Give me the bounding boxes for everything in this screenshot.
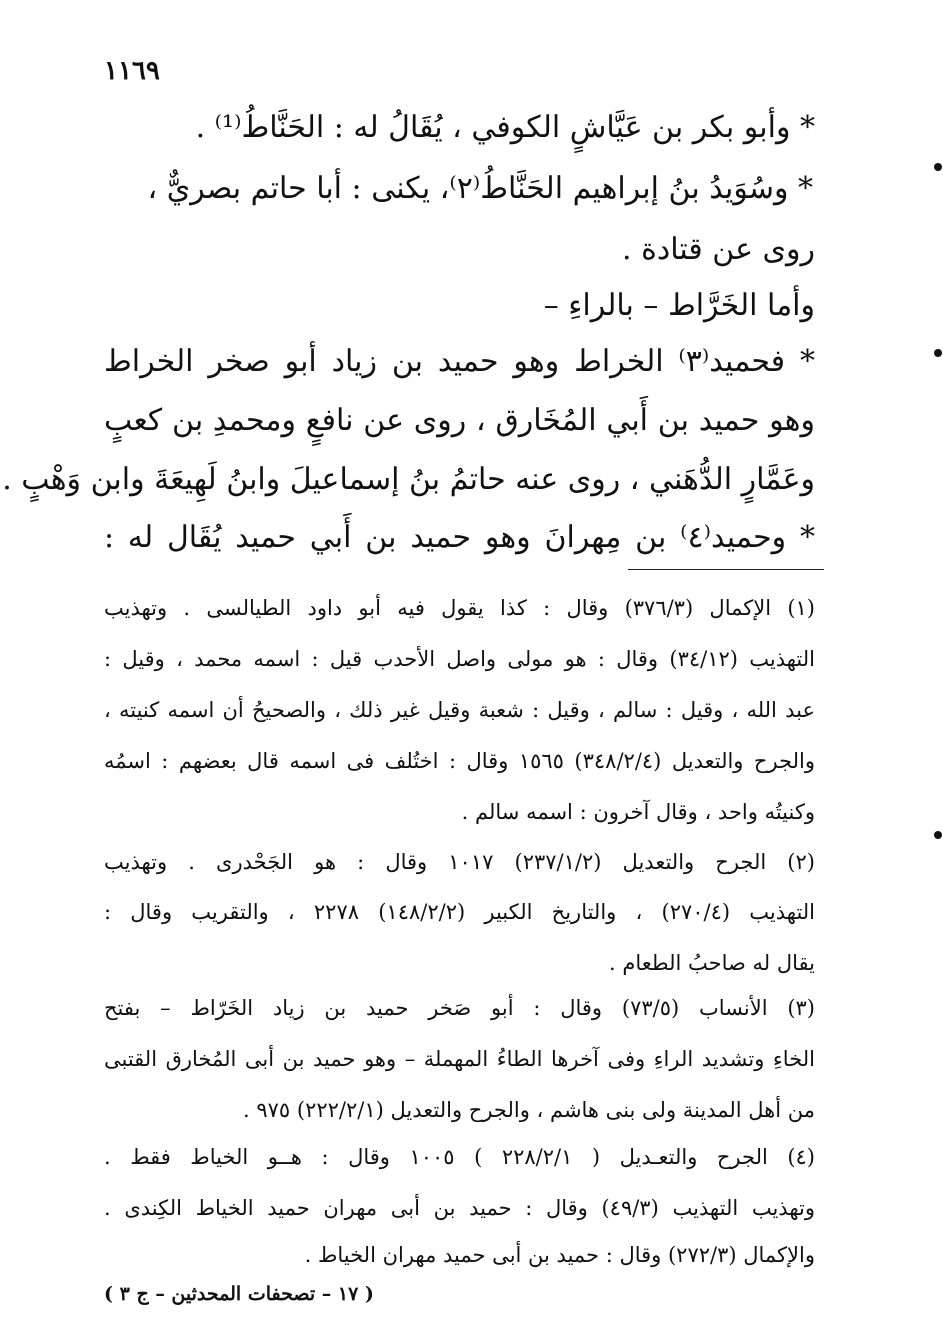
- main-line: وهو حميد بن أَبي المُخَارق ، روى عن نافعٍ ومحمدِ بن كعبٍ: [104, 403, 815, 438]
- footnote-line: الخاءِ وتشديد الراءِ وفى آخرها الطاءُ المهملة – وهو حميد بن أبى المُخارق القتبى: [104, 1047, 815, 1071]
- footnote-line: (٣) الأنساب (٧٣/٥) وقال : أبو صَخر حميد بن زياد الخَرّاط – بفتح: [104, 996, 815, 1020]
- footnote-line: وكنيتُه واحد ، وقال آخرون : اسمه سالم .: [461, 800, 815, 824]
- footnote-line: يقال له صاحبُ الطعام .: [609, 951, 815, 975]
- margin-dot: [934, 831, 942, 839]
- footnote-line: من أهل المدينة ولى بنى هاشم ، والجرح والتعديل (٢٢٢/٢/١) ٩٧٥ .: [242, 1098, 815, 1122]
- main-line: * وحميد⁽٤⁾ بن مِهرانَ وهو حميد بن أَبي حميد يُقَال له :: [104, 520, 815, 555]
- margin-dot: [934, 163, 942, 171]
- signature-mark: ( ١٧ – تصحفات المحدثين – ج ٣ ): [104, 1283, 374, 1305]
- footnote-line: والجرح والتعديل (٣٤٨/٢/٤) ١٥٦٥ وقال : اختُلف فى اسمه قال بعضهم : اسمُه: [104, 749, 815, 773]
- footnote-divider: [628, 569, 824, 570]
- footnote-line: (٢) الجرح والتعديل (٢٣٧/١/٢) ١٠١٧ وقال : هو الجَحْدرى . وتهذيب: [104, 850, 815, 874]
- main-line: * وسُوَيدُ بنُ إبراهيم الحَنَّاطُ⁽٢⁾، يكنى : أبا حاتم بصريٌّ ،: [147, 171, 813, 206]
- footnote-line: التهذيب (٣٤/١٢) وقال : هو مولى واصل الأحدب قيل : اسمه محمد ، وقيل :: [104, 647, 816, 671]
- main-line: روى عن قتادة .: [622, 232, 815, 267]
- main-line: وأما الخَرَّاط – بالراءِ –: [543, 288, 815, 323]
- footnote-line: وتهذيب التهذيب (٤٩/٣) وقال : حميد بن أبى مهران حميد الخياط الكِندى .: [104, 1196, 815, 1220]
- main-line: * فحميد⁽٣⁾ الخراط وهو حميد بن زياد أبو صخر الخراط: [104, 344, 815, 379]
- footnote-line: (٤) الجرح والتعـديل ( ٢٢٨/٢/١ ) ١٠٠٥ وقال : هــو الخياط فقط .: [104, 1145, 815, 1169]
- footnote-line: (١) الإكمال (٣٧٦/٣) وقال : كذا يقول فيه أبو داود الطيالسى . وتهذيب: [104, 596, 815, 620]
- margin-dot: [934, 349, 942, 357]
- page-number: ١١٦٩: [104, 56, 160, 86]
- footnote-line: والإكمال (٢٧٢/٣) وقال : حميد بن أبى حميد مهران الخياط .: [304, 1243, 815, 1267]
- footnote-line: عبد الله ، وقيل : سالم ، وقيل : شعبة وقيل غير ذلك ، والصحيحُ أن اسمه كنيته ،: [104, 698, 815, 722]
- footnote-line: التهذيب (٢٧٠/٤) ، والتاريخ الكبير (١٤٨/٢/٢) ٢٢٧٨ ، والتقريب وقال :: [104, 900, 816, 924]
- main-line: * وأبو بكر بن عَيَّاشٍ الكوفي ، يُقَالُ له : الحَنَّاطُ⁽¹⁾ .: [195, 110, 815, 145]
- main-line: وعَمَّارٍ الدُّهَني ، روى عنه حاتمُ بنُ إسماعيلَ وابنُ لَهِيعَةَ وابن وَهْبٍ .: [2, 462, 815, 497]
